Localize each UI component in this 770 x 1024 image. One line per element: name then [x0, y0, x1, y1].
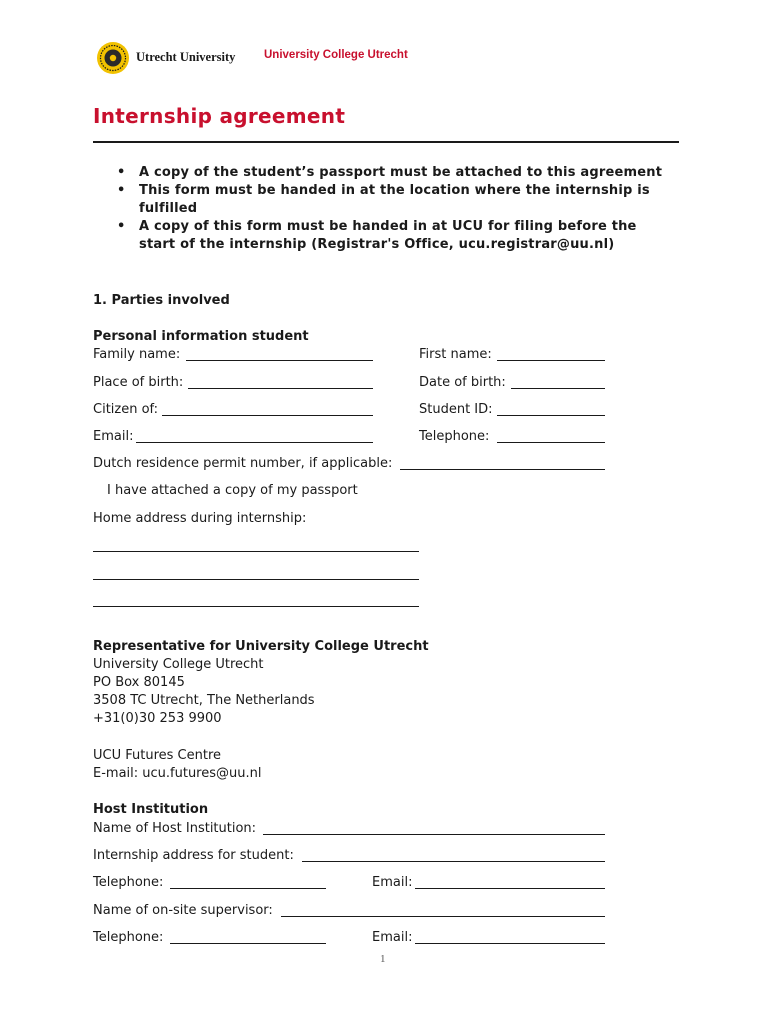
date-of-birth-label: Date of birth: — [419, 375, 506, 390]
permit-label: Dutch residence permit number, if applicable: — [93, 456, 393, 471]
family-name-field[interactable] — [186, 360, 373, 361]
host-name-label: Name of Host Institution: — [93, 821, 257, 836]
citizen-of-label: Citizen of: — [93, 402, 159, 417]
host-email-field[interactable] — [415, 888, 605, 889]
uu-name: Utrecht University — [136, 50, 236, 64]
page-number: 1 — [380, 953, 386, 965]
utrecht-university-logo — [96, 41, 236, 75]
host-telephone-label: Telephone: — [93, 875, 164, 890]
university-seal-icon — [96, 41, 130, 75]
student-id-field[interactable] — [497, 415, 605, 416]
host-name-field[interactable] — [263, 834, 605, 835]
host-address-label: Internship address for student: — [93, 848, 294, 863]
supervisor-telephone-label: Telephone: — [93, 930, 164, 945]
passport-checkbox-label[interactable]: I have attached a copy of my passport — [107, 483, 358, 498]
student-heading: Personal information student — [93, 329, 309, 344]
section-heading: 1. Parties involved — [93, 293, 230, 308]
student-id-label: Student ID: — [419, 402, 493, 417]
supervisor-label: Name of on-site supervisor: — [93, 903, 273, 918]
supervisor-email-label: Email: — [372, 930, 413, 945]
supervisor-telephone-field[interactable] — [170, 943, 326, 944]
supervisor-email-field[interactable] — [415, 943, 605, 944]
host-email-label: Email: — [372, 875, 413, 890]
ucu-name: University College Utrecht — [264, 49, 408, 61]
place-of-birth-field[interactable] — [188, 388, 373, 389]
bullet-item: • This form must be handed in at the location where the internship is fulfilled — [117, 183, 650, 216]
rep-line: PO Box 80145 — [93, 675, 185, 690]
rep-line: University College Utrecht — [93, 657, 264, 672]
title-divider — [93, 141, 679, 143]
host-address-field[interactable] — [302, 861, 605, 862]
telephone-field[interactable] — [497, 442, 605, 443]
home-address-line-3[interactable] — [93, 606, 419, 607]
host-telephone-field[interactable] — [170, 888, 326, 889]
place-of-birth-label: Place of birth: — [93, 375, 184, 390]
rep-line: 3508 TC Utrecht, The Netherlands — [93, 693, 315, 708]
home-address-line-1[interactable] — [93, 551, 419, 552]
bullet-item: • A copy of the student’s passport must be attached to this agreement — [117, 165, 663, 180]
home-address-label: Home address during internship: — [93, 511, 307, 526]
permit-field[interactable] — [400, 469, 605, 470]
representative-heading: Representative for University College Utrecht — [93, 639, 429, 654]
family-name-row — [93, 346, 180, 364]
date-of-birth-field[interactable] — [511, 388, 605, 389]
email-label: Email: — [93, 429, 134, 444]
instruction-bullets — [93, 164, 673, 254]
futures-centre: UCU Futures Centre — [93, 748, 222, 763]
bullet-item: • A copy of this form must be handed in at UCU for filing before the start of the internship (Registrar's Office, ucu.registrar@uu.nl) — [117, 219, 637, 252]
email-field[interactable] — [136, 442, 373, 443]
rep-line: +31(0)30 253 9900 — [93, 711, 222, 726]
citizen-of-field[interactable] — [162, 415, 373, 416]
futures-email: E-mail: ucu.futures@uu.nl — [93, 766, 262, 781]
supervisor-field[interactable] — [281, 916, 605, 917]
first-name-label: First name: — [419, 347, 492, 362]
page-title: Internship agreement — [93, 104, 346, 128]
family-name-label: Family name: — [93, 347, 181, 362]
home-address-line-2[interactable] — [93, 579, 419, 580]
first-name-field[interactable] — [497, 360, 605, 361]
host-heading: Host Institution — [93, 802, 209, 817]
telephone-label: Telephone: — [419, 429, 490, 444]
